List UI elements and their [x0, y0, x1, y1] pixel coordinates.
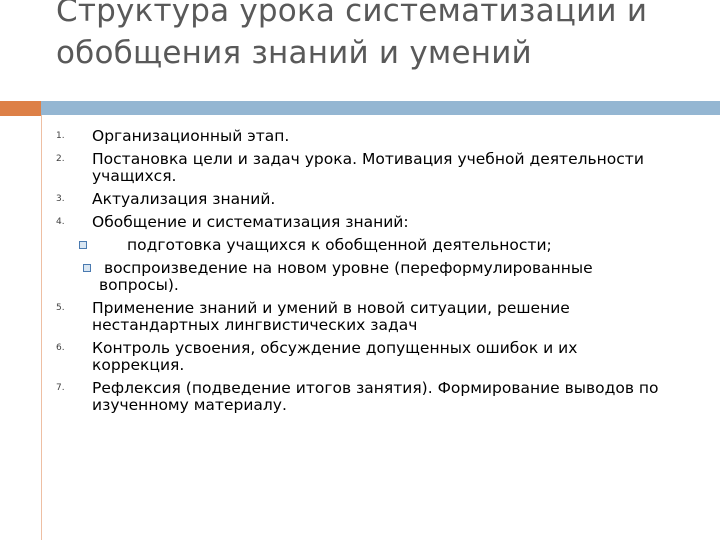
sub-list-item	[56, 260, 706, 294]
steps-list	[56, 128, 706, 414]
item-text: Контроль усвоения, обсуждение допущенных ошибок и их	[92, 339, 578, 357]
sub-item-text: воспроизведение на новом уровне (переформулированные	[104, 259, 593, 277]
item-text: нестандартных лингвистических задач	[92, 316, 418, 334]
checkbox-square-icon	[83, 264, 92, 273]
item-number: 2.	[56, 154, 65, 164]
sub-item-text: вопросы).	[99, 276, 179, 294]
item-text: Актуализация знаний.	[92, 190, 276, 208]
item-text: Рефлексия (подведение итогов занятия). Формирование выводов по	[92, 379, 659, 397]
list-item	[56, 340, 706, 374]
sub-item-text: подготовка учащихся к обобщенной деятельности;	[127, 236, 552, 254]
item-number: 5.	[56, 303, 65, 313]
title-line-2: обобщения знаний и умений	[56, 35, 532, 71]
accent-vertical-line	[41, 115, 42, 540]
sub-list-item	[56, 237, 706, 254]
list-item	[56, 300, 706, 334]
item-number: 7.	[56, 383, 65, 393]
list-item	[56, 191, 706, 208]
title-line-1: Структура урока систематизации и	[56, 0, 648, 29]
item-text: коррекция.	[92, 356, 185, 374]
item-text: Применение знаний и умений в новой ситуации, решение	[92, 299, 570, 317]
item-number: 4.	[56, 217, 65, 227]
item-text: изученному материалу.	[92, 396, 287, 414]
slide-title	[56, 0, 706, 74]
accent-blue-bar	[41, 101, 720, 115]
list-item	[56, 380, 706, 414]
item-number: 1.	[56, 131, 65, 141]
item-text: Организационный этап.	[92, 127, 290, 145]
list-item	[56, 214, 706, 231]
list-item	[56, 151, 706, 185]
item-number: 6.	[56, 343, 65, 353]
item-text: Обобщение и систематизация знаний:	[92, 213, 409, 231]
list-item	[56, 128, 706, 145]
accent-orange-block	[0, 101, 41, 116]
item-text: Постановка цели и задач урока. Мотивация учебной деятельности	[92, 150, 644, 168]
item-number: 3.	[56, 194, 65, 204]
checkbox-square-icon	[79, 241, 88, 250]
item-text: учащихся.	[92, 167, 177, 185]
